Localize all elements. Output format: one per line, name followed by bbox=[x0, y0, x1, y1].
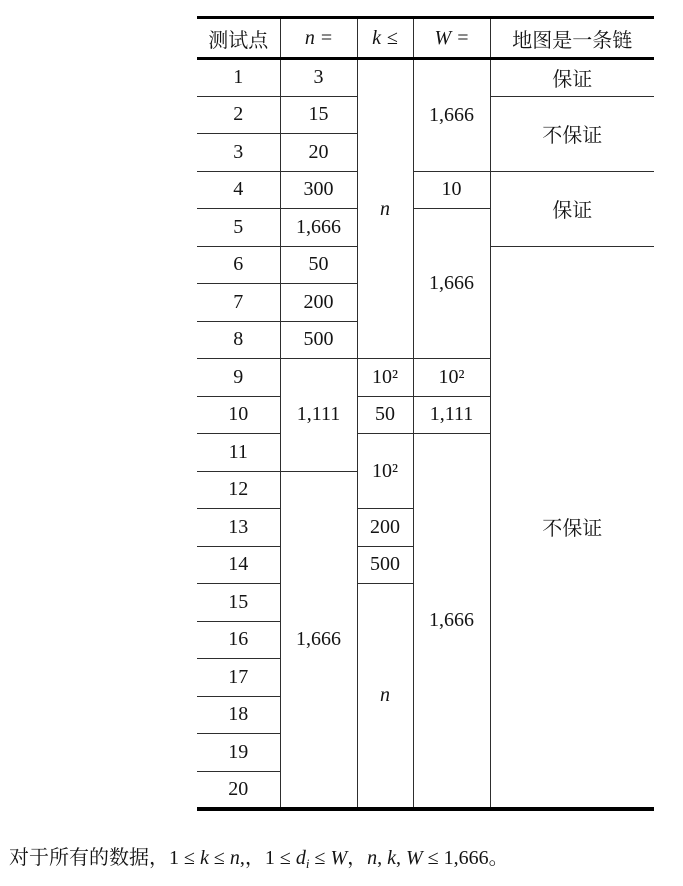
header-cell-k bbox=[357, 18, 413, 59]
header-cell-test: 测试点 bbox=[197, 18, 280, 59]
cell-n: 15 bbox=[280, 96, 357, 134]
footnote-text: 1 ≤ bbox=[169, 847, 200, 869]
cell-test: 20 bbox=[197, 771, 280, 809]
footnote-text: ,， bbox=[239, 847, 265, 869]
math-n: n bbox=[367, 847, 378, 869]
cell-test: 4 bbox=[197, 171, 280, 209]
math-w: W bbox=[406, 847, 423, 869]
cell-w: 10² bbox=[413, 359, 490, 397]
cell-test: 8 bbox=[197, 321, 280, 359]
cell-n: 50 bbox=[280, 246, 357, 284]
cell-n: 1,666 bbox=[280, 471, 357, 809]
header-n-letter: n bbox=[304, 26, 315, 49]
cell-chain: 不保证 bbox=[490, 246, 654, 809]
cell-w: 1,111 bbox=[413, 396, 490, 434]
cell-k: 10² bbox=[357, 359, 413, 397]
cell-k: 200 bbox=[357, 509, 413, 547]
math-n: n bbox=[229, 847, 240, 869]
cell-test: 6 bbox=[197, 246, 280, 284]
cell-w: 1,666 bbox=[413, 59, 490, 172]
cell-chain: 保证 bbox=[490, 171, 654, 246]
cell-test: 15 bbox=[197, 584, 280, 622]
cell-test: 5 bbox=[197, 209, 280, 247]
cell-test: 3 bbox=[197, 134, 280, 172]
cell-k: n bbox=[357, 59, 413, 359]
header-w-op: = bbox=[457, 26, 469, 49]
cell-chain: 不保证 bbox=[490, 96, 654, 171]
header-k-op: ≤ bbox=[386, 26, 398, 49]
footnote-text: ， bbox=[347, 847, 368, 869]
cell-n: 200 bbox=[280, 284, 357, 322]
math-w: W bbox=[330, 847, 348, 869]
header-cell-w bbox=[413, 18, 490, 59]
cell-w: 10 bbox=[413, 171, 490, 209]
header-row bbox=[197, 18, 654, 59]
footnote-text: 1 ≤ bbox=[264, 847, 296, 869]
cell-test: 19 bbox=[197, 734, 280, 772]
cell-test: 9 bbox=[197, 359, 280, 397]
footnote-text: 对于所有的数据， bbox=[9, 847, 169, 869]
cell-n: 300 bbox=[280, 171, 357, 209]
math-k: k bbox=[199, 847, 209, 869]
cell-test: 18 bbox=[197, 696, 280, 734]
cell-test: 16 bbox=[197, 621, 280, 659]
footnote-text: , bbox=[377, 847, 388, 869]
cell-test: 2 bbox=[197, 96, 280, 134]
math-d: d bbox=[295, 847, 306, 869]
header-k-letter: k bbox=[372, 26, 381, 49]
header-cell-chain: 地图是一条链 bbox=[490, 18, 654, 59]
cell-k: 10² bbox=[357, 434, 413, 509]
cell-test: 17 bbox=[197, 659, 280, 697]
cell-chain: 保证 bbox=[490, 59, 654, 97]
cell-n: 500 bbox=[280, 321, 357, 359]
cell-test: 7 bbox=[197, 284, 280, 322]
math-d-subscript: i bbox=[305, 856, 310, 871]
constraints-table bbox=[197, 16, 654, 811]
footnote-text: ≤ bbox=[309, 847, 331, 869]
header-w-letter: W bbox=[434, 26, 452, 49]
cell-k: n bbox=[357, 584, 413, 809]
cell-test: 14 bbox=[197, 546, 280, 584]
constraints-footnote bbox=[9, 841, 679, 881]
math-k: k bbox=[387, 847, 397, 869]
footnote-text: , bbox=[396, 847, 407, 869]
table-row bbox=[197, 59, 654, 97]
cell-k: 50 bbox=[357, 396, 413, 434]
cell-n: 1,111 bbox=[280, 359, 357, 472]
footnote-text: ≤ 1,666。 bbox=[422, 847, 509, 869]
cell-w: 1,666 bbox=[413, 434, 490, 809]
header-n-op: = bbox=[320, 26, 333, 49]
cell-test: 1 bbox=[197, 59, 280, 97]
table-row bbox=[197, 171, 654, 209]
cell-n: 3 bbox=[280, 59, 357, 97]
cell-test: 11 bbox=[197, 434, 280, 472]
cell-n: 20 bbox=[280, 134, 357, 172]
cell-n: 1,666 bbox=[280, 209, 357, 247]
header-cell-n bbox=[280, 18, 357, 59]
footnote-text: ≤ bbox=[208, 847, 230, 869]
cell-k: 500 bbox=[357, 546, 413, 584]
cell-test: 13 bbox=[197, 509, 280, 547]
cell-w: 1,666 bbox=[413, 209, 490, 359]
cell-test: 10 bbox=[197, 396, 280, 434]
cell-test: 12 bbox=[197, 471, 280, 509]
